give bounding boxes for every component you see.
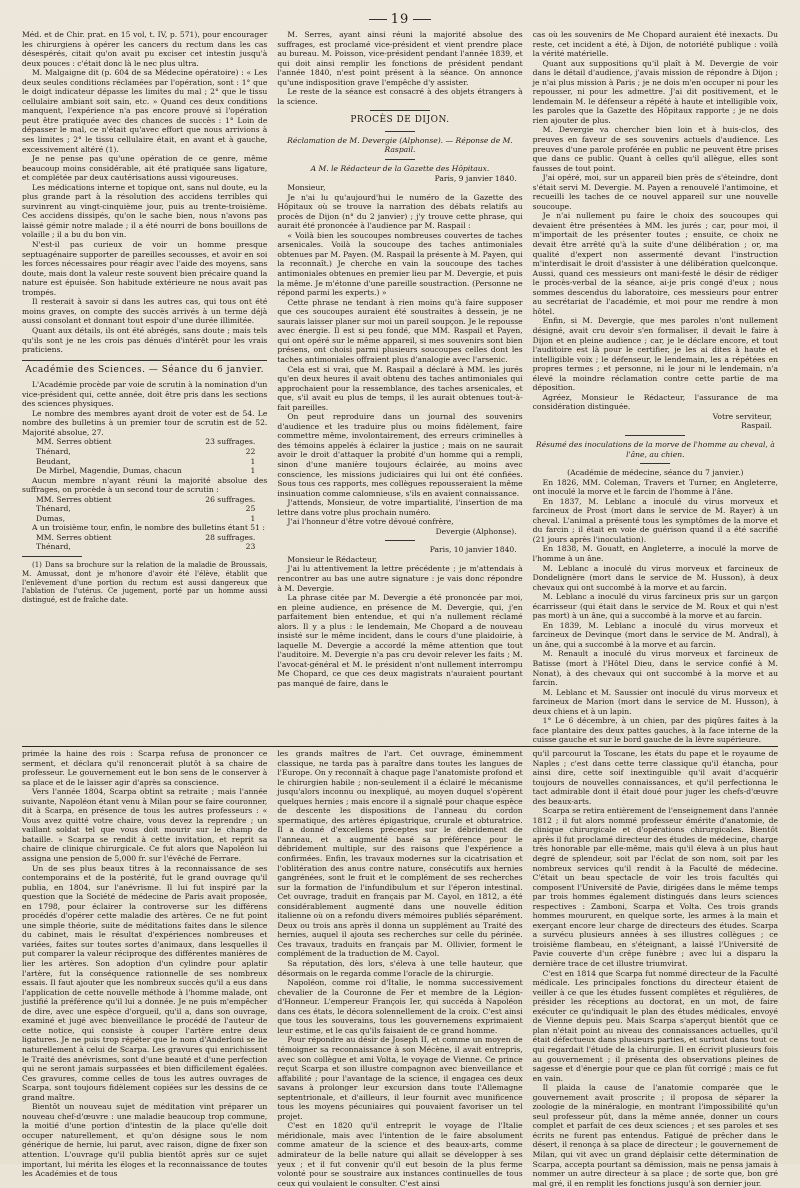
paragraph: Pour répondre au désir de Joseph II, et comme un moyen de témoigner sa reconnaissance à son Mécène, il avait entrepris, avec son collègue et ami Volta, le voyage de Vienne. Ce prince reçut Scarpa et son illustre compagnon avec bienveillance et affabilité ; pour l'avantage de la science, il engagea ces deux savans à prolonger leur excursion dans toute l'Allemagne septentrionale, et d'ailleurs, il leur fournit avec munificence tous les moyens pécuniaires qui pouvaient favoriser un tel projet. (277, 1035, 523, 1121)
dateline: Paris, 10 janvier 1840. (429, 545, 517, 555)
paragraph: Scarpa se retira entièrement de l'enseignement dans l'année 1812 ; il fut alors nommé professeur émérite d'anatomie, de clinique chirurgicale et d'opérations chirurgicales. Bientôt après il fut proclamé directeur des études de médecine, charge très honorable par elle-même, mais qu'il éleva à un plus haut degré de splendeur, soit par l'éclat de son nom, soit par les nombreux services qu'il rendit à la Faculté de médecine. C'était un beau spectacle de voir les trois facultés qui composent l'Université de Pavie, dirigées dans le même temps par trois hommes également distingués dans leurs sciences respectives : Zamboni, Scarpa et Volta. Ces trois grands hommes moururent, en quelque sorte, les armes à la main et exerçant encore leur charge de directeurs des études. Scarpa a survécu plusieurs années à ses illustres collègues ; ce troisième flambeau, en s'éteignant, a laissé l'Université de Pavie couverte d'un crêpe funèbre ; avec lui a disparu la dernière trace de cet illustre triumvirat. (532, 806, 778, 969)
dateline: Paris, 9 janvier 1840. (434, 173, 517, 183)
salutation: Monsieur, (287, 183, 326, 193)
paragraph: Je ne pense pas qu'une opération de ce genre, même beaucoup moins considérable, ait été pratiquée sans ligature, et complétée par deux cautérisations aussi vigoureuses. (22, 154, 268, 183)
paragraph: Enfin, si M. Devergie, que mes paroles n'ont nullement désigné, avait cru devoir s'en formaliser, il devait le faire à Dijon et en pleine audience ; car, je le déclare encore, et tout l'auditoire est là pour le certifier, je les ai dites à haute et intelligible voix ; le défenseur, le lendemain, les a répétées en propres termes ; et personne, ni le jour ni le lendemain, n'a élevé la moindre réclamation contre cette partie de ma déposition. (532, 316, 778, 393)
column-3 (532, 30, 778, 745)
section-rule (22, 360, 267, 361)
vote-table-3 (22, 533, 267, 552)
vote-row: De Mirbel, Magendie, Dumas, chacun 1 (36, 466, 256, 476)
vote-table-1 (22, 437, 267, 475)
top-section (22, 30, 778, 745)
reclamation-heading: Réclamation de M. Devergie (Alphonse). — Réponse de M. Raspail. (287, 135, 513, 155)
paragraph: les grands maîtres de l'art. Cet ouvrage, éminemment classique, ne tarda pas à paraître dans toutes les langues de l'Europe. On y reconnaît à chaque page l'anatomiste profond et le chirurgien habile ; non-seulement il a éclairé le mécanisme jusqu'alors inconnu ou inexpliqué, au moyen duquel s'opèrent quelques hernies ; mais encore il a signalé pour chaque espèce de descente les dispositions de l'anneau du cordon spermatique, des artères épigastrique, crurale et obturatrice. Il a donné d'excellens préceptes sur le débridement de l'anneau, et a augmenté basé sa préférence pour le débridement multiple, sur des raisons que l'expérience a confirmées. Enfin, les travaux modernes sur la cicatrisation et l'oblitération des anus contre nature, consécutifs aux hernies gangrénées, sont le fruit et le complément de ses recherches sur la formation de l'infundibulum et sur l'éperon intestinal. Cet ouvrage, traduit en français par M. Cayol, en 1812, a été considérablement augmenté dans une nouvelle édition italienne où on a refondu divers mémoires publiés séparément. Deux ou trois ans après il donna un supplément au Traité des hernies, auquel il ajouta ses recherches sur celle du périnée. Ces travaux, traduits en français par M. Ollivier, forment le complément de la traduction de M. Cayol. (277, 749, 523, 959)
closing: Votre serviteur, (712, 411, 772, 421)
paragraph: M. Leblanc a inoculé du virus farcineux pris sur un garçon écarrisseur (qui était dans le service de M. Roux et qui n'est pas mort) à un âne, qui a succombé à la morve et au farcin. (532, 592, 778, 621)
paragraph: J'attends, Monsieur, de votre impartialité, l'insertion de ma lettre dans votre plus prochain numéro. (277, 498, 523, 517)
paragraph: Les médications interne et topique ont, sans nul doute, eu la plus grande part à la résolution des accidens terribles qui survinrent au vingt-cinquième jour, puis au trente-troisième. Ces accidens dissipés, qu'on le sache bien, nous n'avons pas laissé gémir notre malade ; il a été nourri de bons bouillons de volaille ; il a bu du bon vin. (22, 182, 268, 240)
paragraph: A un troisième tour, enfin, le nombre des bulletins étant 51 : (32, 523, 265, 533)
paragraph: Agréez, Monsieur le Rédacteur, l'assurance de ma considération distinguée. (532, 392, 778, 412)
vote-row: Thénard, 25 (36, 504, 256, 514)
header-dash-left (369, 19, 387, 20)
paragraph: L'Académie procède par voie de scrutin à la nomination d'un vice-président qui, cette année, doit être pris dans les sections des sciences physiques. (22, 380, 268, 409)
paragraph: cas où les souvenirs de Me Chopard auraient été inexacts. Du reste, cet incident a été, à Dijon, de notoriété publique : voilà la vérité matérielle. (532, 30, 778, 59)
paragraph: Quant aux détails, ils ont été abrégés, sans doute ; mais tels qu'ils sont je ne les crois pas dénués d'intérêt pour les vrais praticiens. (22, 325, 268, 355)
paragraph: J'ai opéré, moi, sur un appareil bien près de s'éteindre, dont s'était servi M. Devergie. M. Payen a renouvelé l'antimoine, et recueilli les taches de ce nouvel appareil sur une nouvelle soucoupe. (532, 173, 778, 211)
paragraph: « Voilà bien les soucoupes nombreuses couvertes de taches arsenicales. Voilà la soucoupe des taches antimoniales obtenues par M. Payen. (M. Raspail la présente à M. Payen, qui la reconnaît.) Je cherche en vain la soucoupe des taches antimoniales obtenues en premier lieu par M. Devergie, et puis la même. Je m'étonne d'une pareille soustraction. (Personne ne répond parmi les experts.) » (277, 230, 523, 298)
footnote: (1) Dans sa brochure sur la relation de la maladie de Broussais, M. Amussat, dont je m'honore d'avoir été l'élève, établit que l'enlèvement d'une portion du rectum est aussi dangereux que l'ablation de l'utérus. Ce jugement, porté par un homme aussi distingué, est de fraîche date. (22, 560, 268, 605)
feuilleton-divider (22, 746, 778, 747)
page-number: 19 (390, 12, 410, 27)
paragraph: En 1826, MM. Coleman, Travers et Turner, en Angleterre, ont inoculé la morve et le farcin de l'homme à l'âne. (532, 477, 778, 497)
feuilleton-section (22, 749, 778, 1188)
paragraph: Bientôt un nouveau sujet de méditation vint préparer un nouveau chef-d'œuvre : une maladie beaucoup trop commune, la moitié d'une portion d'intestin de la place qu'elle doit occuper naturellement, et qu'on désigne sous le nom générique de hernie, lui parut, avec raison, digne de fixer son attention. L'ouvrage qu'il publia bientôt après sur ce sujet important, lui mérita les éloges et la reconnaissance de toutes les Académies et de tous (22, 1102, 268, 1179)
paragraph: En 1838, M. Gouatt, en Angleterre, a inoculé la morve de l'homme à un âne. (532, 544, 778, 563)
feuilleton-column-2 (277, 749, 523, 1188)
paragraph: M. Leblanc et M. Saussier ont inoculé du virus morveux et farcineux de Marion (mort dans le service de M. Husson), à deux chiens et à un lapin. (532, 687, 778, 716)
paragraph: M. Serres, ayant ainsi réuni la majorité absolue des suffrages, est proclamé vice-président et vient prendre place au bureau. M. Poisson, vice-président pendant l'année 1839, et qui doit ainsi remplir les fonctions de président pendant l'année 1840, n'est point présent à la séance. On annonce qu'une indisposition grave l'empêche d'y assister. (277, 30, 523, 87)
paragraph: C'est en 1814 que Scarpa fut nommé directeur de la Faculté médicale. Les principales fonctions du directeur étaient de veiller à ce que les études fussent complètes et régulières, de présider les réceptions au doctorat, en un mot, de faire exécuter ce qu'indiquait le plan des études médicales, envoyé de Vienne depuis peu. Mais Scarpa s'aperçut bientôt que ce plan n'était point au niveau des connaissances actuelles, qu'il était défectueux dans plusieurs parties, et surtout dans tout ce qui regardait l'étude de la chirurgie. Il en écrivit plusieurs fois au gouvernement ; il présenta des observations pleines de sagesse et d'énergie pour que ce plan fût corrigé ; mais ce fut en vain. (532, 968, 778, 1083)
vote-row: MM. Serres obtient 26 suffrages. (36, 494, 256, 504)
page-header (22, 10, 778, 30)
paragraph: Il plaida la cause de l'anatomie comparée que le gouvernement avait proscrite ; il proposa de séparer la zoologie de la minéralogie, en montrant l'impossibilité qu'un seul professeur pût, dans la même année, donner un cours complet et parfait de ces deux sciences ; et ses paroles et ses écrits ne furent pas entendus. Fatigué de prêcher dans le désert, il renonça à sa place de directeur ; le gouvernement de Milan, qui vit avec un grand déplaisir cette détermination de Scarpa, accepta pourtant sa démission, mais ne pensa jamais à nommer un autre directeur à sa place ; de sorte que, bon gré mal gré, il en remplit les fonctions jusqu'à son dernier jour. (532, 1083, 778, 1188)
paragraph: N'est-il pas curieux de voir un homme presque septuagénaire supporter de pareilles secousses, et avoir en soi les forces nécessaires pour réagir avec l'aide des moyens, sans doute, mais dont la valeur reste souvent bien précaire quand la nature est épuisée. Son habitude extérieure ne nous avait pas trompés. (22, 240, 268, 297)
section-subtitle: (Académie de médecine, séance du 7 janvier.) (567, 468, 744, 478)
section-title-proces: PROCÈS DE DIJON. (350, 115, 450, 126)
section-rule (625, 435, 685, 436)
signature: Raspail. (741, 421, 772, 431)
vote-row: Beudant, 1 (36, 456, 256, 466)
vote-row: Thénard, 23 (36, 542, 256, 552)
paragraph: Vers l'année 1804, Scarpa obtint sa retraite ; mais l'année suivante, Napoléon étant venu à Milan pour se faire couronner, dit à Scarpa, en présence de tous les autres professeurs : « Vous avez quitté votre chaire, vous devez la reprendre ; un vaillant soldat tel que vous doit mourir sur le champ de bataille. » Scarpa se rendit à cette invitation, et reprit sa chaire de clinique chirurgicale. Ce fut alors que Napoléon lui assigna une pension de 5,000 fr. sur l'évêché de Ferrare. (22, 787, 268, 864)
salutation: Monsieur le Rédacteur, (287, 554, 378, 564)
feuilleton-column-3 (532, 749, 778, 1188)
paragraph: M. Devergie va chercher bien loin et à huis-clos, des preuves en faveur de ses souvenirs actuels d'audience. Les preuves d'une parole proférée en public ne peuvent être prises que dans ce public. Quant à celles qu'il allègue, elles sont fausses de tout point. (532, 125, 778, 173)
paragraph: Quant aux suppositions qu'il plaît à M. Devergie de voir dans le détail d'audience, j'avais mission de répondre à Dijon ; je n'ai plus mission à Paris ; je ne dois m'en occuper ni pour les repousser, ni pour les admettre. J'ai dit positivement, et le lendemain M. le défenseur a répété à haute et intelligible voix, les paroles que la Gazette des Hôpitaux rapporte ; je ne dois rien ajouter de plus. (532, 58, 778, 125)
paragraph: qu'il parcourut la Toscane, les états du pape et le royaume de Naples ; c'est dans cette terre classique qu'il étancha, pour ainsi dire, cette soif inextinguible qu'il avait d'acquérir toujours de nouvelles connaissances, et qu'il perfectionna le tact admirable dont il était doué pour juger les chefs-d'œuvre des beaux-arts. (532, 749, 778, 806)
paragraph: Cette phrase ne tendant à rien moins qu'à faire supposer que ces soucoupes auraient été soustraites à dessein, je ne saurais laisser planer sur moi un pareil soupçon. Je le repousse avec énergie. Il est si peu fondé, que MM. Raspail et Payen, qui ont opéré sur le même appareil, si mes souvenirs sont bien présens, ont choisi parmi plusieurs soucoupes celles dont les taches antimoniales offraient plus d'analogie avec l'arsenic. (277, 297, 523, 364)
paragraph: Le reste de la séance est consacré à des objets étrangers à la science. (277, 87, 523, 106)
section-title-academie: Académie des Sciences. — Séance du 6 janvier. (25, 364, 265, 375)
vote-row: MM. Serres obtient 28 suffrages. (36, 532, 256, 542)
section-rule-small (385, 131, 415, 132)
paragraph: La phrase citée par M. Devergie a été prononcée par moi, en pleine audience, en présence de M. Devergie, qui, j'en parfaitement bien entendue, et qui n'a nullement réclamé alors. Il y a plus : le lendemain, Me Chopard a de nouveau insisté sur le même incident, dans le cours d'une plaidoirie, à laquelle M. Devergie a accordé la même attention que tout l'auditoire. M. Devergie n'a pas cru devoir relever les faits ; M. l'avocat-général et M. le président n'ont nullement interrompu Me Chopard, ce que ces deux magistrats n'auraient pourtant pas manqué de faire, dans le (277, 593, 523, 688)
paragraph: Le nombre des membres ayant droit de voter est de 54. Le nombre des bulletins à un premier tour de scrutin est de 52. Majorité absolue, 27. (22, 408, 268, 437)
paragraph: J'ai l'honneur d'être votre dévoué confrère, (287, 517, 454, 527)
section-rule-small (640, 463, 670, 464)
section-rule (370, 110, 430, 111)
feuilleton-column-1 (22, 749, 268, 1179)
paragraph: Je n'ai nullement pu faire le choix des soucoupes qui devaient être présentées à MM. les jurés ; car, pour moi, il m'importait de les présenter toutes ; ensuite, ce choix ne devait être arrêté qu'à la suite d'une délibération ; or, ma qualité d'expert non assermenté devant l'instruction m'interdisait le droit d'assister à une délibération quelconque. Aussi, quand ces messieurs ont mani-festé le désir de rédiger le procès-verbal de la séance, ai-je pris congé d'eux ; nous sommes descendus du laboratoire, ces messieurs pour entrer au secrétariat de l'académie, et moi pour me rendre à mon hôtel. (532, 211, 778, 316)
paragraph: Méd. et de Chir. prat. en 15 vol, t. IV, p. 571), pour encourager les chirurgiens à opérer les cancers du rectum dans les cas désespérés, citait qu'on avait pu exciser cet intestin jusqu'à deux pouces : c'était donc là le nec plus ultra. (22, 30, 268, 68)
paragraph: Il resterait à savoir si dans les autres cas, qui tous ont été moins graves, on compte des succès arrivés à un terme déjà aussi consolant et donnant tout espoir d'une durée illimitée. (22, 297, 268, 326)
letter-address: A M. le Rédacteur de la Gazette des Hôpitaux. (310, 164, 490, 174)
paragraph: 1° Le 6 décembre, à un chien, par des piqûres faites à la face plantaire des deux pattes gauches, à la face interne de la cuisse gauche et sur le bord gauche de la lèvre supérieure. (532, 716, 778, 745)
vote-row: MM. Serres obtient 23 suffrages. (36, 437, 256, 447)
paragraph: M. Renault a inoculé du virus morveux et farcineux de Batisse (mort à l'Hôtel Dieu, dans le service confié à M. Nonat), à des chevaux qui ont succombé à la morve et au farcin. (532, 649, 778, 688)
paragraph: M. Leblanc a inoculé du virus morveux et farcineux de Dondelignère (mort dans le service de M. Husson), à deux chevaux qui ont succombé à la morve et au farcin. (532, 563, 778, 592)
section-rule-small (385, 540, 415, 541)
section-rule-small (385, 159, 415, 160)
section-title-resume: Résumé des inoculations de la morve de l'homme au cheval, à l'âne, au chien. (535, 439, 775, 459)
paragraph: Cela est si vrai, que M. Raspail a déclaré à MM. les jurés qu'en deux heures il avait obtenu des taches antimoniales qui approchaient pour la ressemblance, des taches arsenicales, et que, s'il avait eu plus de temps, il les aurait obtenues tout-à-fait pareilles. (277, 364, 523, 412)
paragraph: Je n'ai lu qu'aujourd'hui le numéro de la Gazette des Hôpitaux où se trouve la narration des débats relatifs au procès de Dijon (n° du 2 janvier) ; j'y trouve cette phrase, qui aurait été prononcée à l'audience par M. Raspail : (277, 192, 523, 231)
header-dash-right (413, 19, 431, 20)
paragraph: Un de ses plus beaux titres à la reconnaissance de ses contemporains et de la postérité, fut le grand ouvrage qu'il publia, en 1804, sur l'anévrisme. Il lui fut inspiré par la question que la Société de médecine de Paris avait proposée, en 1798, pour éclairer la controverse sur les différens procédés d'opérer cette maladie des artères. Ce ne fut point une simple théorie, suite de méditations faites dans le silence du cabinet, mais le résultat d'expériences nombreuses et variées, faites sur toutes sortes d'animaux, dans lesquelles il put comparer la valeur réciproque des différentes manières de lier les artères. Son adoption d'un cylindre pour aplatir l'artère, fut la conséquence rationnelle de ses nombreux essais. Il faut ajouter que les nombreux succès qu'il a eus dans l'application de cette nouvelle méthode à l'homme malade, ont justifié la préférence qu'il lui a donnée. Je ne puis m'empêcher de dire, avec une espèce d'orgueil, qu'il a, dans son ouvrage, examiné et jugé avec bienveillance le procédé de l'auteur de cette notice, qui consiste à couper l'artère entre deux ligatures. Je ne puis trop répéter que le nom d'Anderloni se lie naturellement à celui de Scarpa. Les gravures qui enrichissent le Traité des anévrismes, sont d'une beauté et d'une perfection qui ne seront jamais surpassées et bien difficilement égalées. Ces gravures, comme celles de tous les autres ouvrages de Scarpa, sont toujours fidèlement copiées sur les dessins de ce grand maître. (22, 863, 268, 1102)
paragraph: En 1839, M. Leblanc a inoculé du virus morveux et farcineux de Devinque (mort dans le service de M. Andral), à un âne, qui a succombé à la morve et au farcin. (532, 620, 778, 649)
footnote-rule (22, 556, 82, 557)
paragraph: Napoléon, comme roi d'Italie, le nomma successivement chevalier de la Couronne de Fer et membre de la Légion-d'Honneur. L'empereur François Ier, qui succéda à Napoléon dans ces états, le décora solennellement de la croix. C'est ainsi que tous les souverains, tous les gouvernemens exprimaient leur estime, et le cas qu'ils faisaient de ce grand homme. (277, 978, 523, 1035)
paragraph: En 1837, M. Leblanc a inoculé du virus morveux et farcineux de Prost (mort dans le service de M. Rayer) à un cheval. L'animal a présenté tous les symptômes de la morve et du farcin ; il était en voie de guérison quand il a été sacrifié (21 jours après l'inoculation). (532, 496, 778, 544)
paragraph: C'est en 1820 qu'il entreprit le voyage de l'Italie méridionale, mais avec l'intention de le faire absolument comme amateur de la science et des beaux-arts, comme admirateur de la belle nature qui allait se développer à ses yeux ; et il fut convenir qu'il eut besoin de la plus ferme volonté pour se soustraire aux instances continuelles de tous ceux qui voulaient le consulter. C'est ainsi (277, 1121, 523, 1188)
paragraph: On peut reproduire dans un journal des souvenirs d'audience et les traduire plus ou moins fidèlement, faire commettre même, involontairement, des erreurs criminelles à des témoins appelés à éclairer la justice ; mais on ne saurait avoir le droit d'attaquer la probité d'un homme qui a rempli, sinon d'une manière toujours éclairée, au moins avec conscience, les missions judiciaires qui lui ont été confiées. Sous tous ces rapports, mes collègues repousseraient la même insinuation comme calomnieuse, s'ils en avaient connaissance. (277, 412, 523, 498)
vote-row: Dumas, 1 (36, 513, 256, 523)
paragraph: Sa réputation, dès lors, s'éleva à une telle hauteur, que désormais on le regarda comme l'oracle de la chirurgie. (277, 959, 523, 978)
signature: Devergie (Alphonse). (435, 526, 517, 536)
paragraph: J'ai lu attentivement la lettre précédente ; je m'attendais à rencontrer au bas une autre signature : je vais donc répondre à M. Devergie. (277, 564, 523, 593)
paragraph: Aucun membre n'ayant réuni la majorité absolue des suffrages, on procède à un second tour de scrutin : (22, 475, 268, 495)
column-2 (277, 30, 522, 742)
paragraph: M. Malgaigne dit (p. 604 de sa Médecine opératoire) : « Les deux seules conditions réclamées par l'opération, sont : 1° que le doigt indicateur dépasse les limites du mal ; 2° que le tissu cellulaire ambiant soit sain, etc. » Quand ces deux conditions manquent, l'expérience n'a pas encore prouvé si l'opération peut être pratiquée avec des chances de succès : 1° Loin de dépasser le mal, ce n'était qu'avec effort que nous arrivions à ses limites ; 2° le tissu cellulaire était, en avant et à gauche, excessivement altéré (1). (22, 68, 268, 154)
vote-table-2 (22, 495, 267, 524)
vote-row: Thénard, 22 (36, 446, 256, 456)
column-1 (22, 30, 267, 742)
paragraph: primée la haine des rois : Scarpa refusa de prononcer ce serment, et déclara qu'il renoncerait plutôt à sa chaire de professeur. Le gouvernement eut le bon sens de le conserver à sa place et de le laisser agir d'après sa conscience. (22, 749, 268, 787)
